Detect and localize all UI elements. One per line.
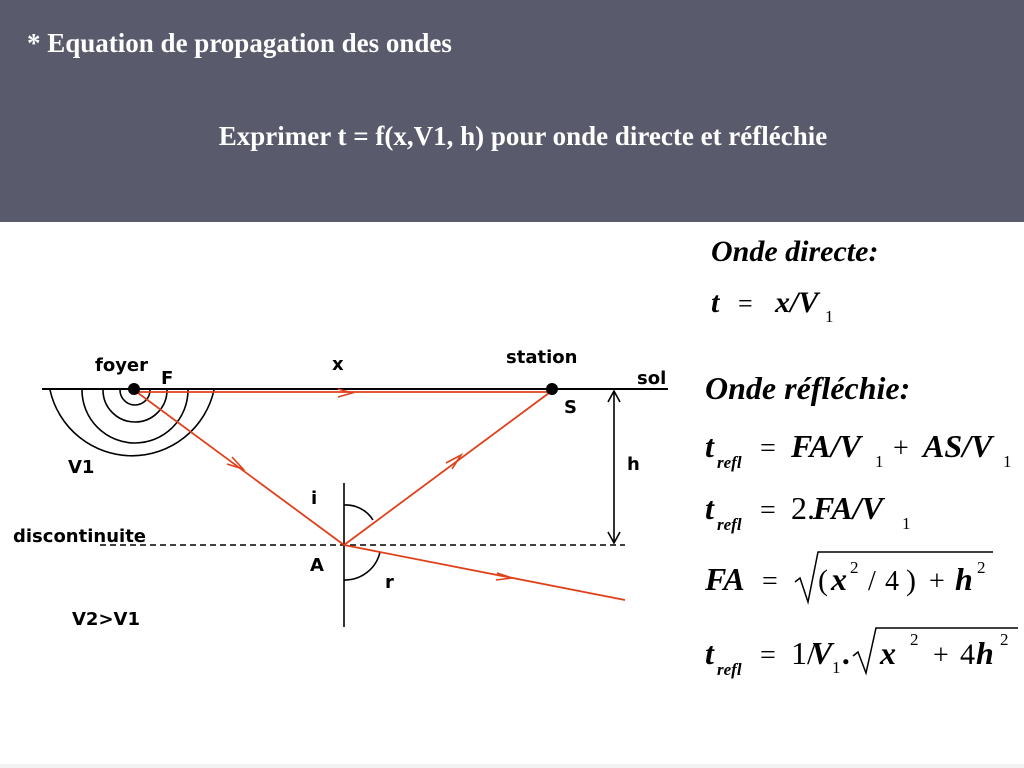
svg-text:1: 1	[875, 452, 884, 471]
slide-subtitle: Exprimer t = f(x,V1, h) pour onde directe et réfléchie	[218, 121, 828, 151]
reflected-ray	[344, 390, 553, 545]
label-station: station	[506, 347, 578, 368]
svg-text:V: V	[811, 635, 833, 671]
wave-fronts	[50, 390, 214, 456]
reflected-wave-title: Onde réfléchie:	[705, 370, 911, 406]
label-V1: V1	[68, 457, 95, 478]
svg-text:+: +	[933, 640, 949, 671]
svg-text:=: =	[760, 640, 776, 671]
label-sol: sol	[637, 368, 667, 389]
slide-title: * Equation de propagation des ondes	[27, 28, 452, 58]
svg-text:+: +	[893, 433, 909, 464]
svg-text:=: =	[738, 289, 753, 318]
label-A: A	[310, 555, 324, 576]
svg-text:t: t	[705, 635, 714, 671]
svg-text:2: 2	[1000, 630, 1009, 649]
svg-text:h: h	[955, 561, 973, 597]
reflected-equation-1	[705, 428, 1012, 472]
svg-text:refl: refl	[717, 453, 742, 472]
source-point-F	[128, 383, 140, 395]
svg-text:2.: 2.	[791, 490, 815, 526]
svg-text:refl: refl	[717, 515, 742, 534]
angle-r-arc	[344, 552, 380, 580]
angle-i-arc	[344, 505, 373, 520]
direct-wave-title: Onde directe:	[711, 235, 879, 268]
svg-text:): )	[906, 564, 916, 597]
svg-text:=: =	[760, 495, 776, 526]
svg-text:t: t	[705, 490, 714, 526]
svg-text:1: 1	[825, 307, 834, 326]
incident-ray-arrow	[227, 457, 243, 469]
svg-text:FA/V: FA/V	[813, 490, 883, 526]
svg-text:4: 4	[885, 566, 899, 597]
svg-text:FA: FA	[705, 561, 745, 597]
direct-ray-arrow	[338, 389, 352, 397]
reflected-equation-2	[705, 490, 911, 534]
svg-text:t: t	[711, 286, 720, 319]
svg-text:1: 1	[1003, 452, 1012, 471]
svg-text:2: 2	[977, 558, 986, 577]
reflected-equation-4	[705, 628, 1018, 679]
svg-text:2: 2	[910, 630, 919, 649]
label-foyer: foyer	[95, 355, 149, 376]
svg-text:2: 2	[850, 558, 859, 577]
svg-text:=: =	[762, 566, 778, 597]
svg-text:.: .	[843, 635, 851, 671]
svg-text:+: +	[929, 566, 945, 597]
svg-text:1: 1	[832, 658, 841, 677]
svg-text:=: =	[760, 433, 776, 464]
label-x: x	[332, 354, 344, 375]
svg-text:FA/V: FA/V	[791, 428, 861, 464]
label-h: h	[627, 454, 640, 475]
label-F: F	[161, 368, 174, 389]
bottom-rule	[0, 764, 1024, 768]
svg-text:AS/V: AS/V	[923, 428, 993, 464]
svg-text:h: h	[976, 635, 994, 671]
svg-text:(: (	[818, 564, 828, 597]
direct-wave-equation	[711, 286, 834, 326]
svg-text:4: 4	[960, 638, 975, 671]
label-v2-gt-v1: V2>V1	[72, 609, 140, 630]
svg-text:x: x	[831, 561, 847, 597]
svg-text:x/V: x/V	[775, 286, 819, 319]
svg-text:/: /	[868, 566, 876, 597]
label-S: S	[564, 397, 577, 418]
svg-text:t: t	[705, 428, 714, 464]
label-i: i	[311, 488, 318, 509]
svg-text:1: 1	[902, 514, 911, 533]
reflected-equation-3	[704, 552, 993, 602]
svg-text:x: x	[880, 635, 896, 671]
svg-text:1/: 1/	[791, 635, 816, 671]
label-discontinuite: discontinuite	[13, 526, 147, 547]
station-point-S	[546, 383, 558, 395]
label-r: r	[385, 572, 394, 593]
svg-text:refl: refl	[717, 660, 742, 679]
